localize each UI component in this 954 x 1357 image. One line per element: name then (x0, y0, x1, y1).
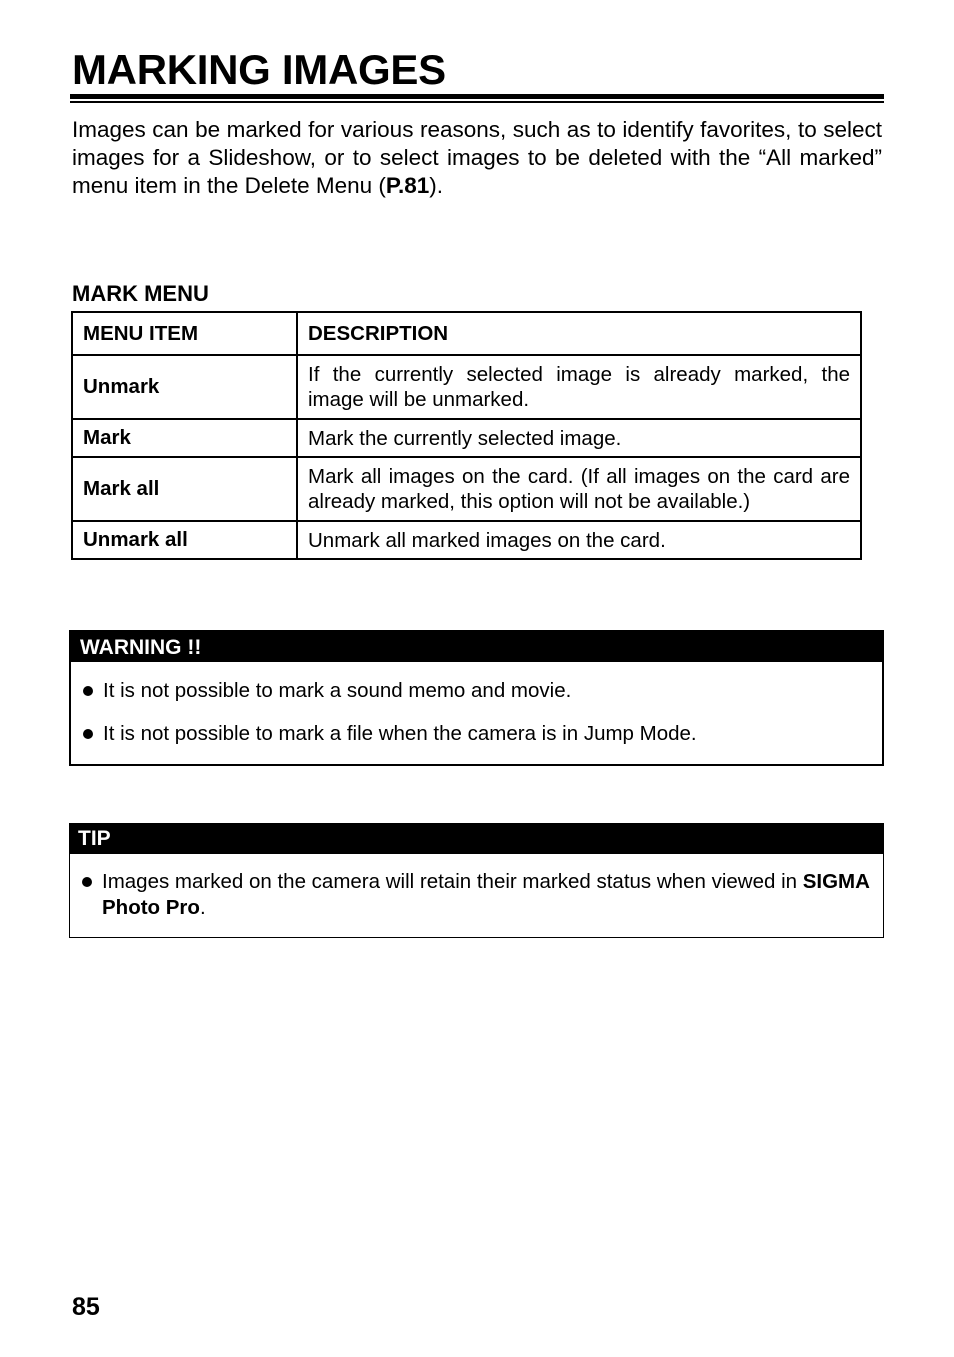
software-name: SIGMA Photo Pro (102, 870, 870, 919)
list-item (81, 678, 870, 704)
page-title: MARKING IMAGES (72, 46, 446, 93)
intro-text-end: ). (429, 173, 444, 198)
table-row (72, 521, 861, 559)
mark-menu-heading: MARK MENU (72, 281, 209, 306)
title-rule-thick (70, 94, 884, 99)
intro-text: Images can be marked for various reasons, such as to identify favorites, to select images for a Slideshow, or to select images to be deleted with the “All marked” menu item in the Delete Menu ( (72, 117, 882, 198)
table-row (72, 457, 861, 521)
warning-item-text: It is not possible to mark a sound memo and movie. (103, 679, 572, 702)
mark-menu-table (71, 311, 862, 560)
description-cell: If the currently selected image is already marked, the image will be unmarked. (297, 355, 861, 419)
table-row (72, 419, 861, 457)
warning-body (71, 662, 882, 747)
tip-item-end: . (199, 896, 206, 919)
intro-paragraph (72, 116, 882, 200)
tip-box (69, 823, 884, 938)
column-header-description: DESCRIPTION (297, 312, 861, 355)
bullet-icon (82, 877, 92, 887)
warning-title: WARNING !! (71, 632, 882, 662)
bullet-icon (83, 729, 93, 739)
warning-box (69, 630, 884, 766)
tip-title: TIP (69, 823, 884, 854)
bullet-icon (83, 686, 93, 696)
table-row (72, 355, 861, 419)
description-cell: Mark the currently selected image. (297, 419, 861, 457)
menu-item-cell: Unmark all (72, 521, 297, 559)
tip-body (70, 854, 883, 921)
column-header-menu-item: MENU ITEM (72, 312, 297, 355)
page-number: 85 (72, 1293, 100, 1321)
tip-item-text: Images marked on the camera will retain their marked status when viewed in (102, 870, 803, 893)
menu-item-cell: Mark all (72, 457, 297, 521)
page-reference-link[interactable]: P.81 (385, 173, 430, 198)
list-item (80, 869, 871, 921)
list-item (81, 721, 870, 747)
menu-item-cell: Unmark (72, 355, 297, 419)
warning-item-text: It is not possible to mark a file when the camera is in Jump Mode. (103, 722, 697, 745)
description-cell: Unmark all marked images on the card. (297, 521, 861, 559)
menu-item-cell: Mark (72, 419, 297, 457)
title-rule-thin (70, 101, 884, 103)
description-cell: Mark all images on the card. (If all images on the card are already marked, this option will not be available.) (297, 457, 861, 521)
table-header-row (72, 312, 861, 355)
